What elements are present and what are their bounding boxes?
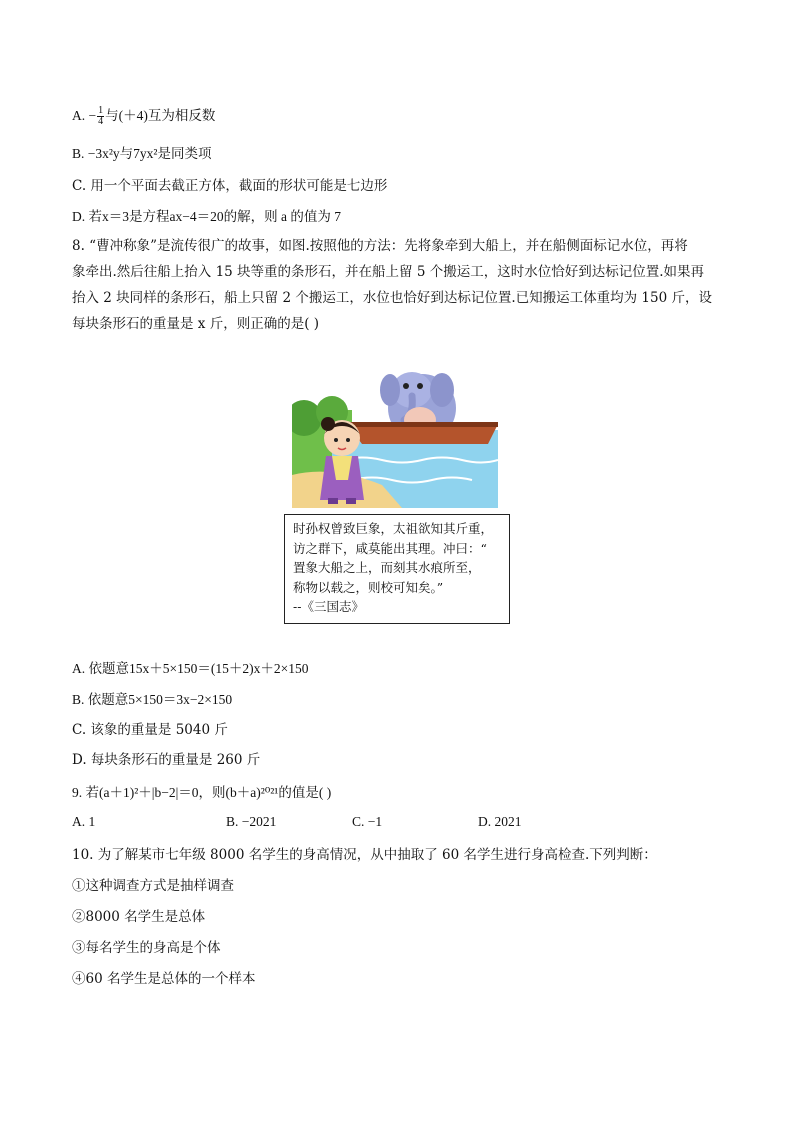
q9-option-b: B. −2021: [226, 814, 277, 829]
fraction-numerator: 1: [98, 105, 104, 117]
q10-stem: 10. 为了解某市七年级 8000 名学生的身高情况，从中抽取了 60 名学生进行身高检查.下列判断：: [72, 847, 657, 863]
q7-option-a: [72, 106, 215, 127]
sanguozhi-quote-box: [284, 514, 510, 624]
quote-line-3: 置象大船之上，而刻其水痕所至，: [293, 560, 481, 575]
q9-stem: 9. 若(a＋1)²＋|b−2|＝0，则(b＋a)²⁰²¹的值是( ): [72, 785, 332, 800]
q7-option-b: B. −3x²y与7yx²是同类项: [72, 146, 212, 161]
q8-stem-line-1: 8. “曹冲称象”是流传很广的故事，如图.按照他的方法：先将象牵到大船上，并在船侧面标记水位，再将: [72, 238, 688, 254]
q7-option-c: C. 用一个平面去截正方体，截面的形状可能是七边形: [72, 178, 388, 194]
q10-statement-4: ④60 名学生是总体的一个样本: [72, 971, 256, 987]
q9-option-a: A. 1: [72, 814, 96, 829]
q8-stem-line-4: 每块条形石的重量是 x 斤，则正确的是( ): [72, 316, 320, 332]
fraction-denominator: 4: [98, 116, 104, 128]
q9-option-d: D. 2021: [478, 814, 522, 829]
quote-line-2: 访之群下，咸莫能出其理。冲曰：“: [293, 540, 487, 556]
q9-option-c: C. −1: [352, 814, 383, 829]
q8-stem-line-3: 抬入 2 块同样的条形石，船上只留 2 个搬运工，水位也恰好到达标记位置.已知搬运工体重均为 150 斤，设: [72, 290, 712, 306]
q8-stem-line-2: 象牵出.然后往船上抬入 15 块等重的条形石，并在船上留 5 个搬运工，这时水位恰好到达标记位置.如果再: [72, 264, 705, 280]
q8-option-b: B. 依题意5×150＝3x−2×150: [72, 692, 233, 707]
q8-stem: [72, 233, 722, 337]
q7-option-a-suffix: 与(＋4)互为相反数: [105, 108, 216, 123]
q8-option-c: C. 该象的重量是 5040 斤: [72, 722, 228, 738]
fraction-one-quarter: [97, 106, 104, 127]
q8-option-a: A. 依题意15x＋5×150＝(15＋2)x＋2×150: [72, 661, 309, 676]
q10-statement-2: ②8000 名学生是总体: [72, 909, 206, 925]
q9-options: [72, 814, 672, 834]
q10-statement-1: ①这种调查方式是抽样调查: [72, 878, 234, 894]
quote-source: --《三国志》: [293, 599, 364, 614]
q7-option-a-prefix: A. −: [72, 108, 97, 123]
quote-line-1: 时孙权曾致巨象，太祖欲知其斤重，: [293, 521, 494, 536]
q8-option-d: D. 每块条形石的重量是 260 斤: [72, 752, 261, 768]
q10-statement-3: ③每名学生的身高是个体: [72, 940, 221, 956]
q7-option-d: D. 若x＝3是方程ax−4＝20的解，则 a 的值为 7: [72, 209, 341, 224]
quote-line-4: 称物以载之，则校可知矣。”: [293, 579, 444, 595]
cao-chong-elephant-illustration: [292, 360, 498, 508]
